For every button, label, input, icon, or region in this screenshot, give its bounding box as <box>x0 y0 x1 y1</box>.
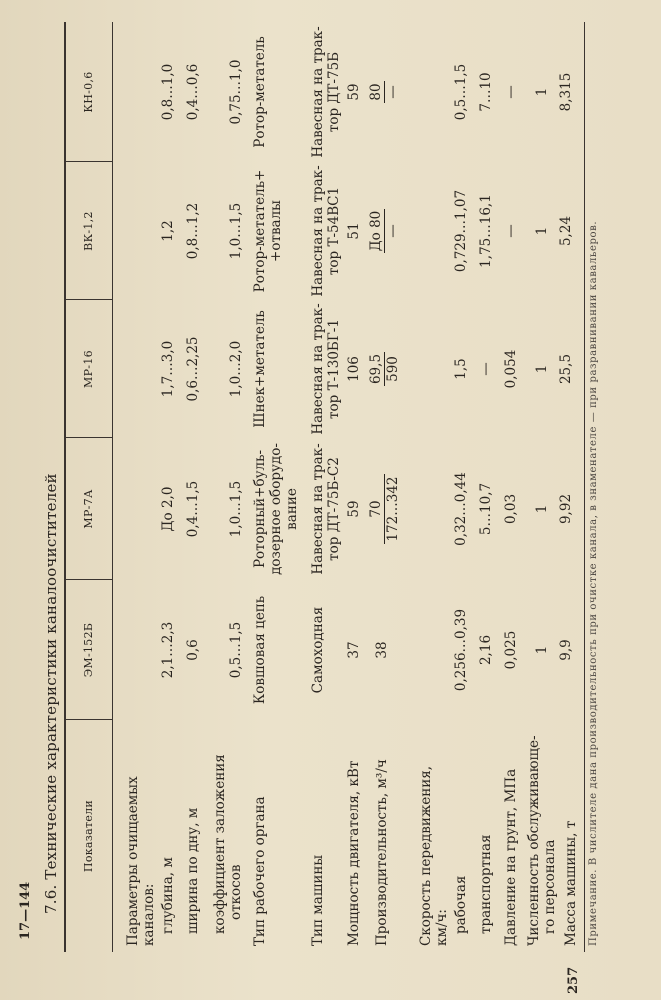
cell: 0,8…1,2 <box>185 202 201 260</box>
cell: 0,03 <box>503 493 519 525</box>
cell <box>252 438 300 580</box>
cell-line: Навесная на трак- <box>310 443 326 575</box>
cell: 0,025 <box>503 630 519 670</box>
cell: Шнек+метатель <box>252 310 268 428</box>
table-note: Примечание. В числителе дана производительность при очистке канала, в знаменателе — при разравнивании кавальеров. <box>588 220 599 946</box>
fraction-numerator: 80 <box>368 83 384 101</box>
column-header-em152b: ЭМ-152Б <box>82 622 95 678</box>
cell: 0,729…1,07 <box>453 189 469 273</box>
cell <box>368 22 401 162</box>
column-header-mr7a: МР-7А <box>82 489 95 529</box>
page-number: 257 <box>566 966 581 994</box>
cell: 0,256…0,39 <box>453 608 469 692</box>
cell <box>310 162 342 300</box>
cell-line: вание <box>284 488 300 530</box>
cell: 1,0…1,5 <box>228 202 244 260</box>
cell: 1 <box>534 364 550 374</box>
cell: 0,4…0,6 <box>185 63 201 121</box>
cell: 1,2 <box>160 220 176 242</box>
cell: 1 <box>534 226 550 236</box>
cell: — <box>503 224 519 238</box>
cell: 59 <box>346 500 362 518</box>
cell: 38 <box>374 641 390 659</box>
cell: 0,32…0,44 <box>453 472 469 546</box>
cell <box>252 162 284 300</box>
cell: 2,16 <box>478 634 494 666</box>
fraction <box>368 209 401 254</box>
cell-line: Ротор-метатель+ <box>252 169 268 293</box>
cell: Самоходная <box>310 606 326 694</box>
row-label-depth: глубина, м <box>160 857 176 934</box>
cell <box>368 162 401 300</box>
signature-mark: 17—144 <box>18 881 33 940</box>
row-label-staff-cont: го персонала <box>542 839 558 934</box>
fraction <box>368 81 401 102</box>
cell: Ковшовая цепь <box>252 595 268 705</box>
cell: 51 <box>346 222 362 240</box>
cell: Ротор-метатель <box>252 36 268 148</box>
header-bottom-rule <box>112 22 113 952</box>
cell: 0,054 <box>503 349 519 389</box>
row-label-speed-cont: км/ч: <box>434 909 450 946</box>
cell-line: +отвалы <box>268 200 284 262</box>
cell: 0,6…2,25 <box>185 336 201 402</box>
column-header-vk12: ВК-1,2 <box>82 211 95 251</box>
row-label-power: Мощность двигателя, кВт <box>346 760 362 946</box>
cell-line: тор ДТ-75Б-С2 <box>326 457 342 561</box>
row-label-mass: Масса машины, т <box>563 820 579 946</box>
table-bottom-rule <box>584 22 585 952</box>
column-header-params: Показатели <box>82 799 95 873</box>
cell: 0,4…1,5 <box>185 480 201 538</box>
cell-line: дозерное оборудо- <box>268 443 284 575</box>
cell <box>310 300 342 438</box>
cell: 2,1…2,3 <box>160 621 176 679</box>
cell: 106 <box>346 356 362 382</box>
row-label-slope: коэффициент заложения <box>212 754 228 934</box>
row-label-transport-speed: транспортная <box>478 834 494 934</box>
column-header-kn06: КН-0,6 <box>82 71 95 113</box>
fraction-numerator: 70 <box>368 474 385 543</box>
cell <box>310 438 342 580</box>
cell <box>368 300 401 438</box>
cell: 0,8…1,0 <box>160 63 176 121</box>
cell: 1 <box>534 645 550 655</box>
cell: — <box>503 85 519 99</box>
row-label-machine: Тип машины <box>310 854 326 946</box>
cell: 5…10,7 <box>478 482 494 536</box>
table-title: 7.6. Технические характеристики каналоочистителей <box>42 473 60 914</box>
row-label-slope-cont: откосов <box>228 864 244 920</box>
cell-line: Навесная на трак- <box>310 303 326 435</box>
row-label-params: Параметры очищаемых каналов: <box>125 776 157 946</box>
cell: 0,5…1,5 <box>453 63 469 121</box>
cell-line: Навесная на трак- <box>310 26 326 158</box>
cell: 9,9 <box>558 639 574 661</box>
fraction <box>368 474 401 543</box>
cell: 1,0…1,5 <box>228 480 244 538</box>
cell: 0,6 <box>185 639 201 661</box>
row-label-staff: Численность обслуживающе- <box>526 735 542 946</box>
cell-line: Роторный+буль- <box>252 449 268 569</box>
row-label-speed: Скорость передвижения, <box>418 765 434 946</box>
cell: 7…10 <box>478 72 494 112</box>
row-label-working-speed: рабочая <box>453 875 469 934</box>
fraction-denominator: 590 <box>385 356 401 382</box>
cell: 9,92 <box>558 493 574 525</box>
fraction-denominator: — <box>385 224 401 238</box>
fraction-denominator: — <box>385 85 401 99</box>
cell-line: тор ДТ-75Б <box>326 51 342 133</box>
cell: До 2,0 <box>160 486 176 532</box>
row-label-width: ширина по дну, м <box>185 807 201 934</box>
cell: 5,24 <box>558 215 574 247</box>
cell <box>368 438 401 580</box>
cell: 1 <box>534 87 550 97</box>
row-label-organ: Тип рабочего органа <box>252 796 268 946</box>
cell: — <box>478 362 494 376</box>
cell: 1,0…2,0 <box>228 340 244 398</box>
fraction-numerator: 69,5 <box>368 353 384 385</box>
cell: 1,7…3,0 <box>160 340 176 398</box>
column-header-mr16: МР-16 <box>82 350 95 388</box>
cell: 1,5 <box>453 358 469 380</box>
fraction <box>368 352 401 386</box>
cell: 37 <box>346 641 362 659</box>
cell-line: Навесная на трак- <box>310 165 326 297</box>
cell: 0,5…1,5 <box>228 621 244 679</box>
row-label-productivity: Производительность, м³/ч <box>374 759 390 946</box>
cell <box>310 22 342 162</box>
cell: 59 <box>346 83 362 101</box>
cell: 1 <box>534 504 550 514</box>
cell: 1,75…16,1 <box>478 194 494 268</box>
cell: 25,5 <box>558 353 574 385</box>
cell: 8,315 <box>558 72 574 112</box>
fraction-denominator: 172…342 <box>385 476 401 542</box>
cell: 0,75…1,0 <box>228 59 244 125</box>
cell-line: тор Т-54ВС1 <box>326 186 342 276</box>
row-label-pressure: Давление на грунт, МПа <box>503 768 519 946</box>
fraction-numerator: До 80 <box>368 210 384 252</box>
cell-line: тор Т-130БГ-1 <box>326 319 342 419</box>
